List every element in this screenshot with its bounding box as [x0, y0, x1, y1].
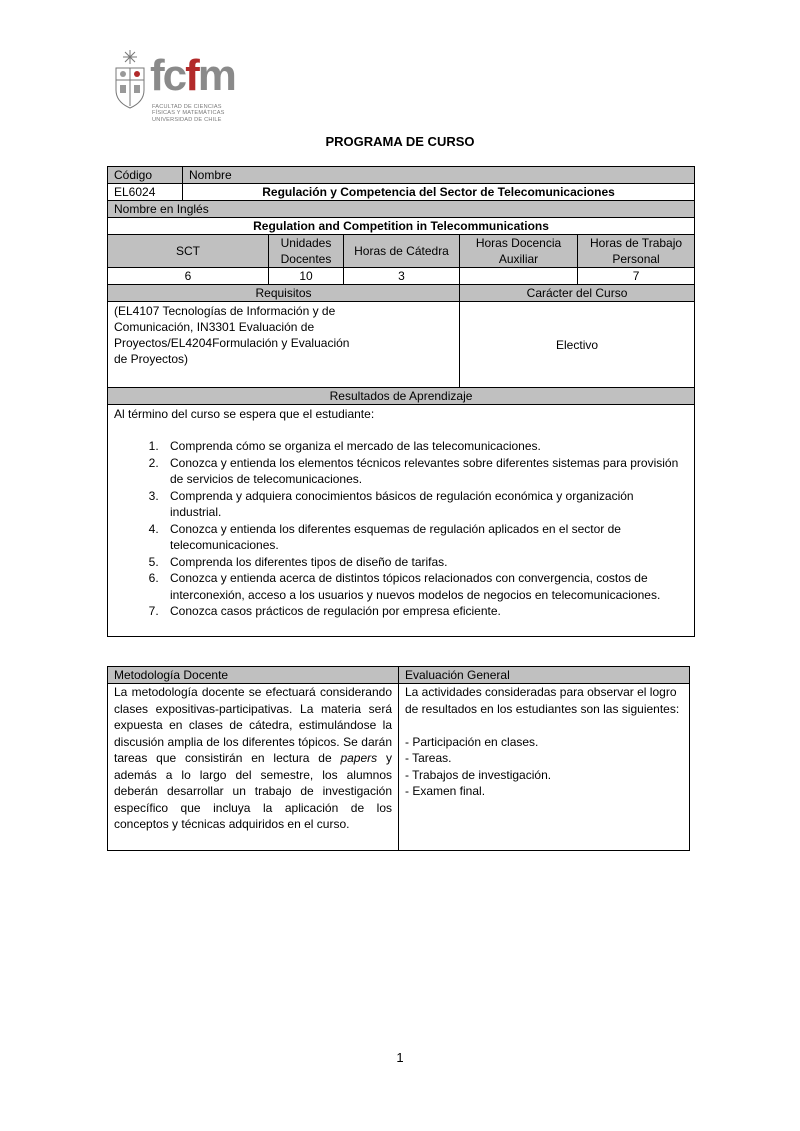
evaluation-label: Evaluación General	[399, 667, 690, 684]
course-name: Regulación y Competencia del Sector de Telecomunicaciones	[183, 184, 695, 201]
personal-hours-header: Horas de Trabajo Personal	[578, 235, 695, 268]
character-label: Carácter del Curso	[460, 285, 695, 302]
page-number: 1	[396, 1050, 404, 1065]
logo-wordmark: fcfm	[150, 51, 235, 100]
course-character: Electivo	[460, 302, 695, 388]
outcomes-label: Resultados de Aprendizaje	[108, 388, 695, 405]
methodology-text: La metodología docente se efectuará considerando clases expositivas-participativas. La materia será expuesta en clases de cátedra, estimulándose la discusión amplia de los diferentes tópicos. Se darán tareas que consistirán en lectura de papers y además a lo largo del semestre, los alumnos deberán desarrollar un trabajo de investigación específico que incluya la aplicación de los conceptos y técnicas adquiridos en el curso.	[108, 684, 399, 851]
faculty-logo	[112, 46, 240, 128]
outcome-item: 3. Comprenda y adquiera conocimientos básicos de regulación económica y organización industrial.	[162, 488, 688, 521]
units-header: Unidades Docentes	[269, 235, 344, 268]
document-title: PROGRAMA DE CURSO	[325, 134, 475, 149]
sct-value: 6	[108, 268, 269, 285]
methodology-evaluation-table	[107, 666, 690, 851]
evaluation-item: - Tareas.	[405, 751, 452, 765]
outcome-item: 2. Conozca y entienda los elementos técnicos relevantes sobre diferentes sistemas para provisión de servicios de telecomunicaciones.	[162, 455, 688, 488]
course-table	[107, 166, 695, 637]
units-value: 10	[269, 268, 344, 285]
lecture-hours-value: 3	[344, 268, 460, 285]
evaluation-intro: La actividades consideradas para observar el logro de resultados en los estudiantes son las siguientes:	[405, 685, 680, 716]
english-name-label: Nombre en Inglés	[108, 201, 695, 218]
lecture-hours-header: Horas de Cátedra	[344, 235, 460, 268]
methodology-label: Metodología Docente	[108, 667, 399, 684]
sct-header: SCT	[108, 235, 269, 268]
outcome-item: 5. Comprenda los diferentes tipos de diseño de tarifas.	[162, 554, 688, 571]
learning-outcomes	[108, 405, 695, 637]
outcome-item: 7. Conozca casos prácticos de regulación por empresa eficiente.	[162, 603, 688, 620]
outcome-item: 4. Conozca y entienda los diferentes esquemas de regulación aplicados en el sector de telecomunicaciones.	[162, 521, 688, 554]
university-seal-icon	[112, 48, 148, 110]
logo-subtitle: FACULTAD DE CIENCIAS FÍSICAS Y MATEMÁTICAS UNIVERSIDAD DE CHILE	[152, 104, 225, 123]
evaluation-item: - Examen final.	[405, 784, 486, 798]
evaluation-item: - Trabajos de investigación.	[405, 767, 552, 782]
evaluation-item: - Participación en clases.	[405, 734, 539, 749]
requisites-label: Requisitos	[108, 285, 460, 302]
outcomes-intro: Al término del curso se espera que el estudiante:	[114, 407, 375, 421]
outcome-item: 6. Conozca y entienda acerca de distintos tópicos relacionados con convergencia, costos de interconexión, acceso a los usuarios y nuevos modelos de negocios en telecomunicaciones.	[162, 570, 688, 603]
aux-hours-header: Horas Docencia Auxiliar	[460, 235, 578, 268]
requisites: (EL4107 Tecnologías de Información y de Comunicación, IN3301 Evaluación de Proyectos/EL4204Formulación y Evaluación de Proyectos)	[108, 302, 460, 388]
name-label: Nombre	[183, 167, 695, 184]
outcome-item: 1. Comprenda cómo se organiza el mercado de las telecomunicaciones.	[162, 438, 688, 455]
personal-hours-value: 7	[578, 268, 695, 285]
english-name: Regulation and Competition in Telecommunications	[108, 218, 695, 235]
evaluation-text	[399, 684, 690, 851]
code-label: Código	[108, 167, 183, 184]
course-code: EL6024	[108, 184, 183, 201]
outcomes-list	[162, 438, 688, 620]
aux-hours-value	[460, 268, 578, 285]
